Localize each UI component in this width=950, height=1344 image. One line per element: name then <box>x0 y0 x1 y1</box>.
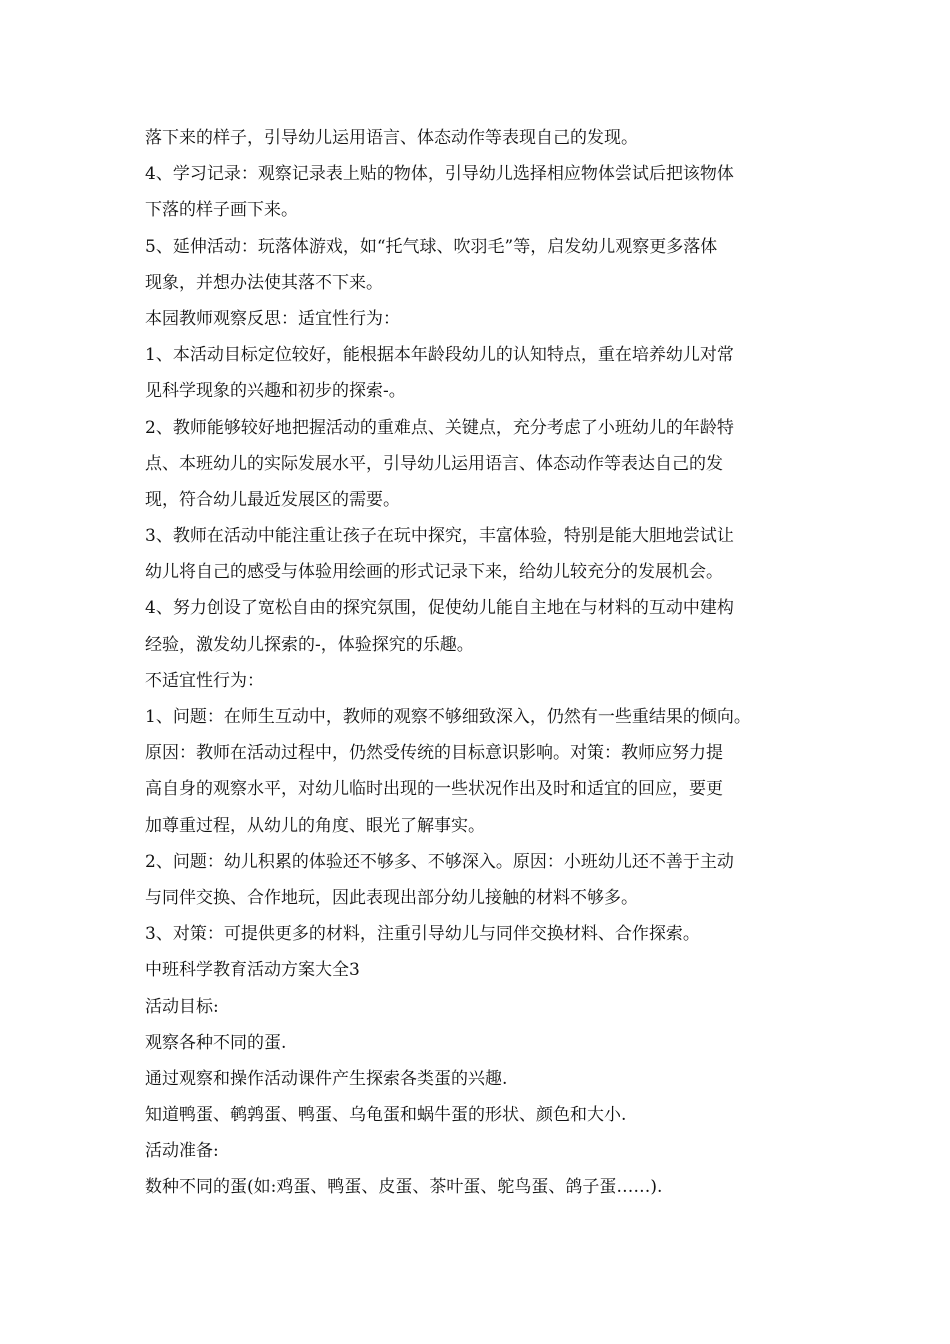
text-line: 3、教师在活动中能注重让孩子在玩中探究，丰富体验，特别是能大胆地尝试让 <box>145 526 734 547</box>
section-heading: 不适宜性行为： <box>145 670 264 691</box>
text-line: 通过观察和操作活动课件产生探索各类蛋的兴趣. <box>145 1068 508 1089</box>
text-line: 2、教师能够较好地把握活动的重难点、关键点，充分考虑了小班幼儿的年龄特 <box>145 417 734 438</box>
section-heading: 本园教师观察反思：适宜性行为： <box>145 308 400 329</box>
text-line: 与同伴交换、合作地玩，因此表现出部分幼儿接触的材料不够多。 <box>145 887 638 908</box>
text-line: 观察各种不同的蛋. <box>145 1032 287 1053</box>
text-line: 高自身的观察水平，对幼儿临时出现的一些状况作出及时和适宜的回应，要更 <box>145 779 723 800</box>
text-line: 幼儿将自己的感受与体验用绘画的形式记录下来，给幼儿较充分的发展机会。 <box>145 562 723 583</box>
text-line: 落下来的样子，引导幼儿运用语言、体态动作等表现自己的发现。 <box>145 128 638 148</box>
text-line: 1、问题：在师生互动中，教师的观察不够细致深入，仍然有一些重结果的倾向。 <box>145 707 751 727</box>
text-line: 原因：教师在活动过程中，仍然受传统的目标意识影响。对策：教师应努力提 <box>145 743 723 764</box>
text-line: 点、本班幼儿的实际发展水平，引导幼儿运用语言、体态动作等表达自己的发 <box>145 453 723 474</box>
document-page <box>145 120 810 1206</box>
text-line: 现，符合幼儿最近发展区的需要。 <box>145 489 400 510</box>
text-line: 4、努力创设了宽松自由的探究氛围，促使幼儿能自主地在与材料的互动中建构 <box>145 598 734 619</box>
section-heading: 活动准备: <box>145 1141 219 1162</box>
text-line: 2、问题：幼儿积累的体验还不够多、不够深入。原因：小班幼儿还不善于主动 <box>145 851 734 872</box>
text-line: 下落的样子画下来。 <box>145 200 298 221</box>
text-line: 现象，并想办法使其落不下来。 <box>145 272 383 293</box>
text-line: 经验，激发幼儿探索的-，体验探究的乐趣。 <box>145 634 474 655</box>
text-line: 1、本活动目标定位较好，能根据本年龄段幼儿的认知特点，重在培养幼儿对常 <box>145 345 734 366</box>
text-line: 知道鸭蛋、鹌鹑蛋、鸭蛋、乌龟蛋和蜗牛蛋的形状、颜色和大小. <box>145 1105 627 1126</box>
text-line: 5、延伸活动：玩落体游戏，如“托气球、吹羽毛”等，启发幼儿观察更多落体 <box>145 236 718 257</box>
text-line: 加尊重过程，从幼儿的角度、眼光了解事实。 <box>145 815 485 836</box>
text-line: 4、学习记录：观察记录表上贴的物体，引导幼儿选择相应物体尝试后把该物体 <box>145 164 734 185</box>
text-line: 数种不同的蛋(如:鸡蛋、鸭蛋、皮蛋、茶叶蛋、鸵鸟蛋、鸽子蛋……). <box>145 1177 663 1198</box>
section-title: 中班科学教育活动方案大全3 <box>145 960 360 981</box>
section-heading: 活动目标: <box>145 996 219 1017</box>
text-line: 3、对策：可提供更多的材料，注重引导幼儿与同伴交换材料、合作探索。 <box>145 924 700 945</box>
text-line: 见科学现象的兴趣和初步的探索-。 <box>145 381 406 402</box>
